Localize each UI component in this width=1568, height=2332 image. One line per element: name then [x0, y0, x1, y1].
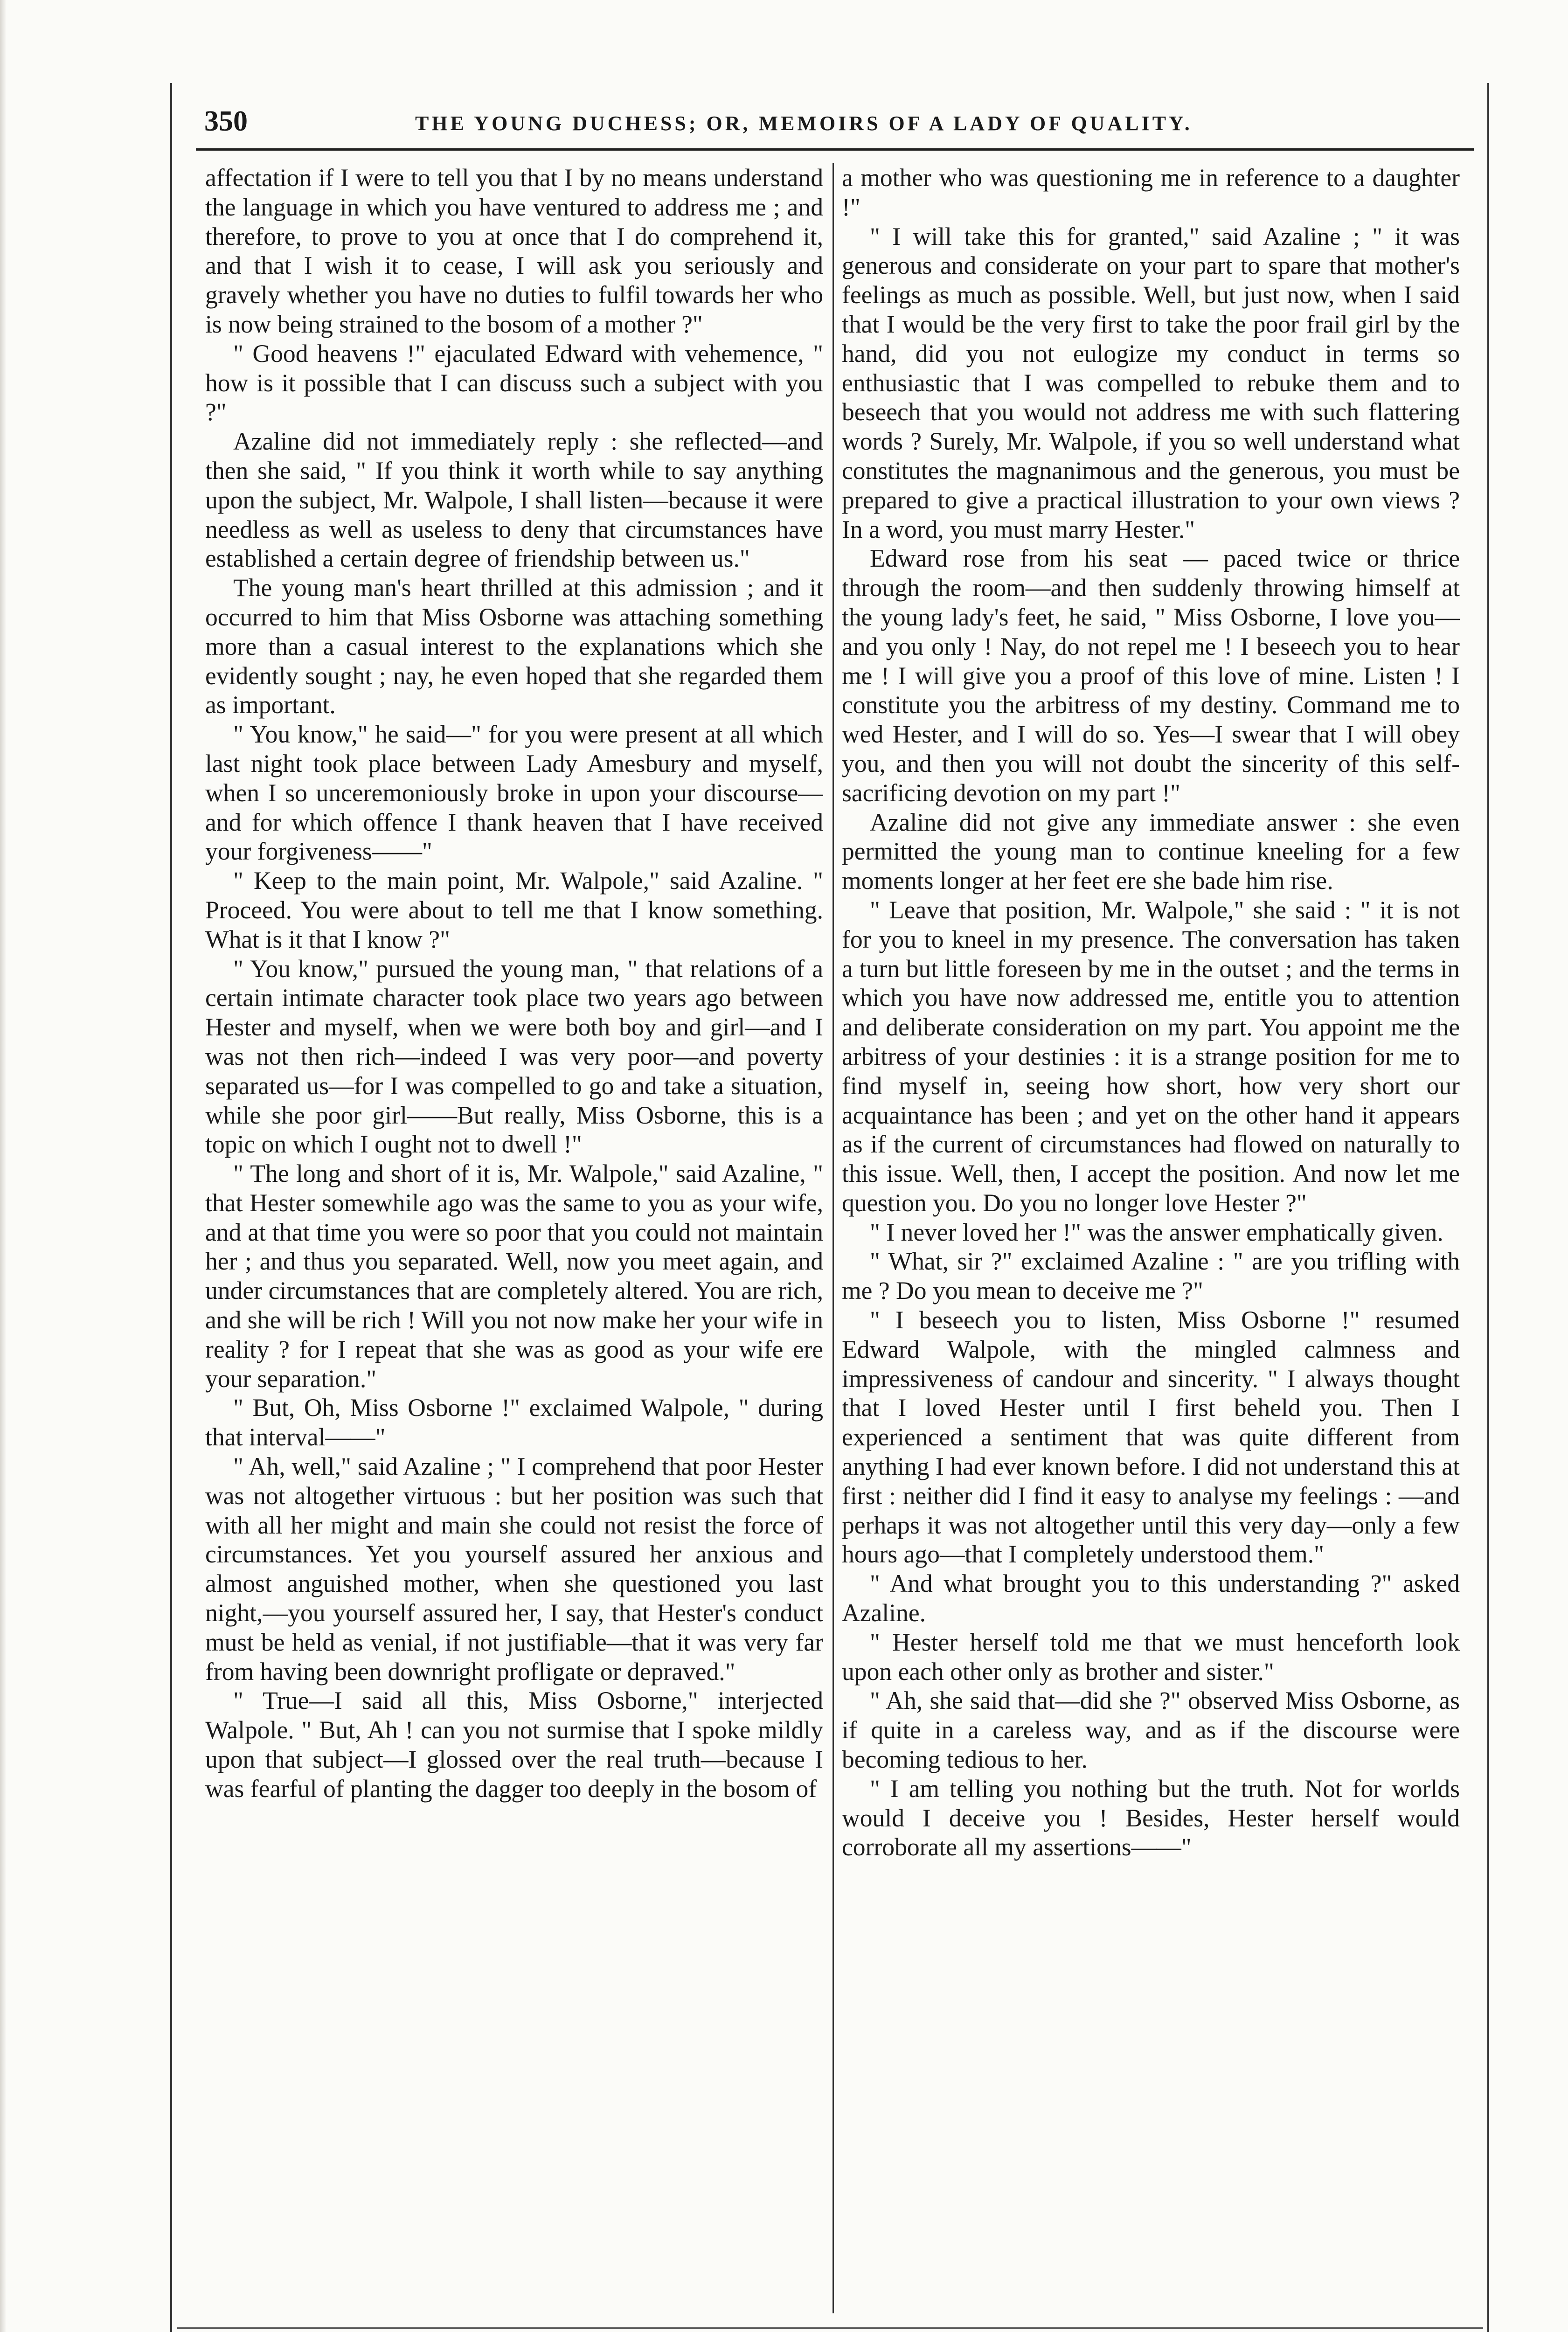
column-divider	[833, 163, 834, 2313]
paragraph: " I am telling you nothing but the truth. Not for worlds would I deceive you ! Besides, Hester herself would corroborate all my assertions——"	[842, 1774, 1460, 1861]
footer-rule	[177, 2327, 1483, 2329]
paragraph: Azaline did not immediately reply : she reflected—and then she said, " If you think it worth while to say anything upon the subject, Mr. Walpole, I shall listen—because it were needless as well as useless to deny that circumstances have established a certain degree of friendship between us."	[205, 427, 823, 573]
paragraph: affectation if I were to tell you that I by no means understand the language in which you have ventured to address me ; and therefore, to prove to you at once that I do comprehend it, and that I wish it to cease, I will ask you seriously and gravely whether you have no duties to fulfil towards her who is now being strained to the bosom of a mother ?"	[205, 164, 823, 338]
paragraph: " And what brought you to this understanding ?" asked Azaline.	[842, 1569, 1460, 1627]
paragraph: " True—I said all this, Miss Osborne," interjected Walpole. " But, Ah ! can you not surmise that I spoke mildly upon that subject—I glossed over the real truth—because I was fearful of planting the dagger too deeply in the bosom of	[205, 1687, 823, 1803]
page-header	[196, 105, 1474, 147]
left-column	[205, 163, 823, 2313]
paragraph: " Hester herself told me that we must henceforth look upon each other only as brother and sister."	[842, 1628, 1460, 1686]
paragraph: " Ah, she said that—did she ?" observed Miss Osborne, as if quite in a careless way, and as if the discourse were becoming tedious to her.	[842, 1687, 1460, 1774]
paragraph: " Leave that position, Mr. Walpole," she said : " it is not for you to kneel in my presence. The conversation has taken a turn but little foreseen by me in the outset ; and the terms in which you have now addressed me, entitle you to attention and deliberate consideration on my part. You appoint me the arbitress of your destinies : it is a strange position for me to find myself in, seeing how short, how very short our acquaintance has been ; and yet on the other hand it appears as if the current of circumstances had flowed on naturally to this issue. Well, then, I accept the position. And now let me question you. Do you no longer love Hester ?"	[842, 895, 1460, 1217]
page-number: 350	[204, 105, 248, 137]
page-edge-shadow	[0, 0, 7, 2332]
running-head: THE YOUNG DUCHESS; OR, MEMOIRS OF A LADY OF QUALITY.	[415, 112, 1193, 135]
header-rule	[196, 148, 1474, 153]
paragraph: " I never loved her !" was the answer emphatically given.	[870, 1218, 1443, 1246]
paragraph: Azaline did not give any immediate answer : she even permitted the young man to continue kneeling for a few moments longer at her feet ere she bade him rise.	[842, 808, 1460, 895]
paragraph: " Good heavens !" ejaculated Edward with vehemence, " how is it possible that I can discuss such a subject with you ?"	[205, 339, 823, 426]
paragraph: " I beseech you to listen, Miss Osborne !" resumed Edward Walpole, with the mingled calmness and impressiveness of candour and sincerity. " I always thought that I loved Hester until I first beheld you. Then I experienced a sentiment that was quite different from anything I had ever known before. I did not understand this at first : neither did I find it easy to analyse my feelings : —and perhaps it was not altogether until this very day—only a few hours ago—that I completely understood them."	[842, 1306, 1460, 1569]
paragraph: " Keep to the main point, Mr. Walpole," said Azaline. " Proceed. You were about to tell me that I know something. What is it that I know ?"	[205, 867, 823, 953]
paragraph: " You know," pursued the young man, " that relations of a certain intimate character took place two years ago between Hester and myself, when we were both boy and girl—and I was not then rich—indeed I was very poor—and poverty separated us—for I was compelled to go and take a situation, while she poor girl——But really, Miss Osborne, this is a topic on which I ought not to dwell !"	[205, 954, 823, 1159]
paragraph: a mother who was questioning me in reference to a daughter !"	[842, 164, 1460, 221]
paragraph: " The long and short of it is, Mr. Walpole," said Azaline, " that Hester somewhile ago was the same to you as your wife, and at that time you were so poor that you could not maintain her ; and thus you separated. Well, now you meet again, and under circumstances that are completely altered. You are rich, and she will be rich ! Will you not now make her your wife in reality ? for I repeat that she was as good as your wife ere your separation."	[205, 1159, 823, 1393]
right-column	[842, 163, 1460, 2313]
paragraph: Edward rose from his seat — paced twice or thrice through the room—and then suddenly throwing himself at the young lady's feet, he said, " Miss Osborne, I love you—and you only ! Nay, do not repel me ! I beseech you to hear me ! I will give you a proof of this love of mine. Listen ! I constitute you the arbitress of my destiny. Command me to wed Hester, and I will do so. Yes—I swear that I will obey you, and then you will not doubt the sincerity of this self-sacrificing devotion on my part !"	[842, 544, 1460, 807]
paragraph: " You know," he said—" for you were present at all which last night took place between Lady Amesbury and myself, when I so unceremoniously broke in upon your discourse—and for which offence I thank heaven that I have received your forgiveness——"	[205, 720, 823, 866]
paragraph: " But, Oh, Miss Osborne !" exclaimed Walpole, " during that interval——"	[205, 1394, 823, 1451]
paragraph: " What, sir ?" exclaimed Azaline : " are you trifling with me ? Do you mean to deceive me ?"	[842, 1247, 1460, 1305]
paragraph: " Ah, well," said Azaline ; " I comprehend that poor Hester was not altogether virtuous : but her position was such that with all her might and main she could not resist the force of circumstances. Yet you yourself assured her anxious and almost anguished mother, when she questioned you last night,—you yourself assured her, I say, that Hester's conduct must be held as venial, if not justifiable—that it was very far from having been downright profligate or depraved."	[205, 1452, 823, 1686]
paragraph: " I will take this for granted," said Azaline ; " it was generous and considerate on your part to spare that mother's feelings as much as possible. Well, but just now, when I said that I would be the very first to take the poor frail girl by the hand, did you not eulogize my conduct in terms so enthusiastic that I was compelled to rebuke them and to beseech that you would not address me with such flattering words ? Surely, Mr. Walpole, if you so well understand what constitutes the magnanimous and the generous, you must be prepared to give a practical illustration to your own views ? In a word, you must marry Hester."	[842, 222, 1460, 543]
paragraph: The young man's heart thrilled at this admission ; and it occurred to him that Miss Osborne was attaching something more than a casual interest to the explanations which she evidently sought ; nay, he even hoped that she regarded them as important.	[205, 574, 823, 719]
